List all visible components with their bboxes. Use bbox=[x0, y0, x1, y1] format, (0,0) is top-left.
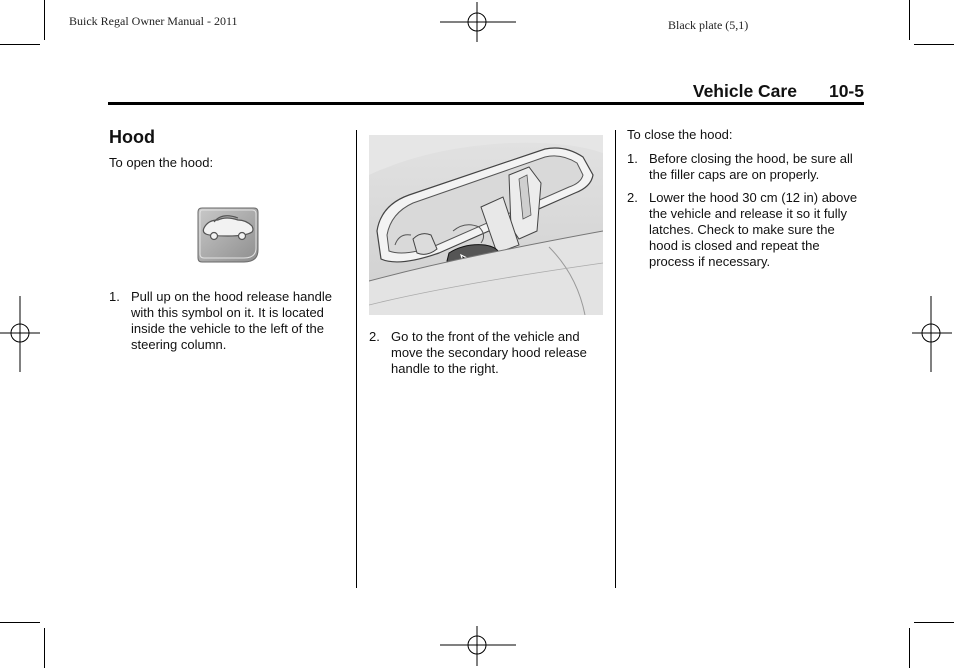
section-header bbox=[693, 81, 864, 102]
crop-mark bbox=[0, 622, 40, 623]
registration-mark-top bbox=[440, 2, 516, 42]
registration-mark-bottom bbox=[440, 626, 516, 666]
column-divider bbox=[356, 130, 357, 588]
open-intro: To open the hood: bbox=[109, 155, 214, 170]
crop-mark bbox=[914, 44, 954, 45]
column-divider bbox=[615, 130, 616, 588]
hood-latch-illustration bbox=[369, 135, 603, 315]
list-item: 1. Pull up on the hood release handle with this symbol on it. It is located inside the vehicle to the left of the steering column. bbox=[109, 289, 332, 352]
page-title: Hood bbox=[109, 127, 155, 147]
manual-title: Buick Regal Owner Manual - 2011 bbox=[69, 14, 238, 28]
hood-release-icon bbox=[196, 206, 260, 264]
close-steps-list bbox=[627, 151, 864, 277]
crop-mark bbox=[0, 44, 40, 45]
list-item: 1. Before closing the hood, be sure all the filler caps are on properly. bbox=[627, 151, 853, 182]
crop-mark bbox=[909, 628, 910, 668]
header-rule bbox=[108, 102, 864, 105]
crop-mark bbox=[909, 0, 910, 40]
crop-mark bbox=[44, 0, 45, 40]
page-number: 10-5 bbox=[828, 81, 864, 101]
crop-mark bbox=[914, 622, 954, 623]
close-intro: To close the hood: bbox=[627, 127, 733, 142]
list-item: 2. Lower the hood 30 cm (12 in) above the vehicle and release it so it fully latches. Check to make sure the hood is closed and repeat the process if necessary. bbox=[627, 190, 858, 269]
section-title: Vehicle Care bbox=[692, 81, 797, 101]
registration-mark-right bbox=[912, 296, 952, 372]
registration-mark-left bbox=[0, 296, 40, 372]
crop-mark bbox=[44, 628, 45, 668]
list-item: 2. Go to the front of the vehicle and move the secondary hood release handle to the right. bbox=[369, 329, 587, 376]
plate-label: Black plate (5,1) bbox=[668, 18, 749, 32]
open-steps-list-1 bbox=[109, 289, 347, 360]
open-steps-list-2 bbox=[369, 329, 607, 384]
